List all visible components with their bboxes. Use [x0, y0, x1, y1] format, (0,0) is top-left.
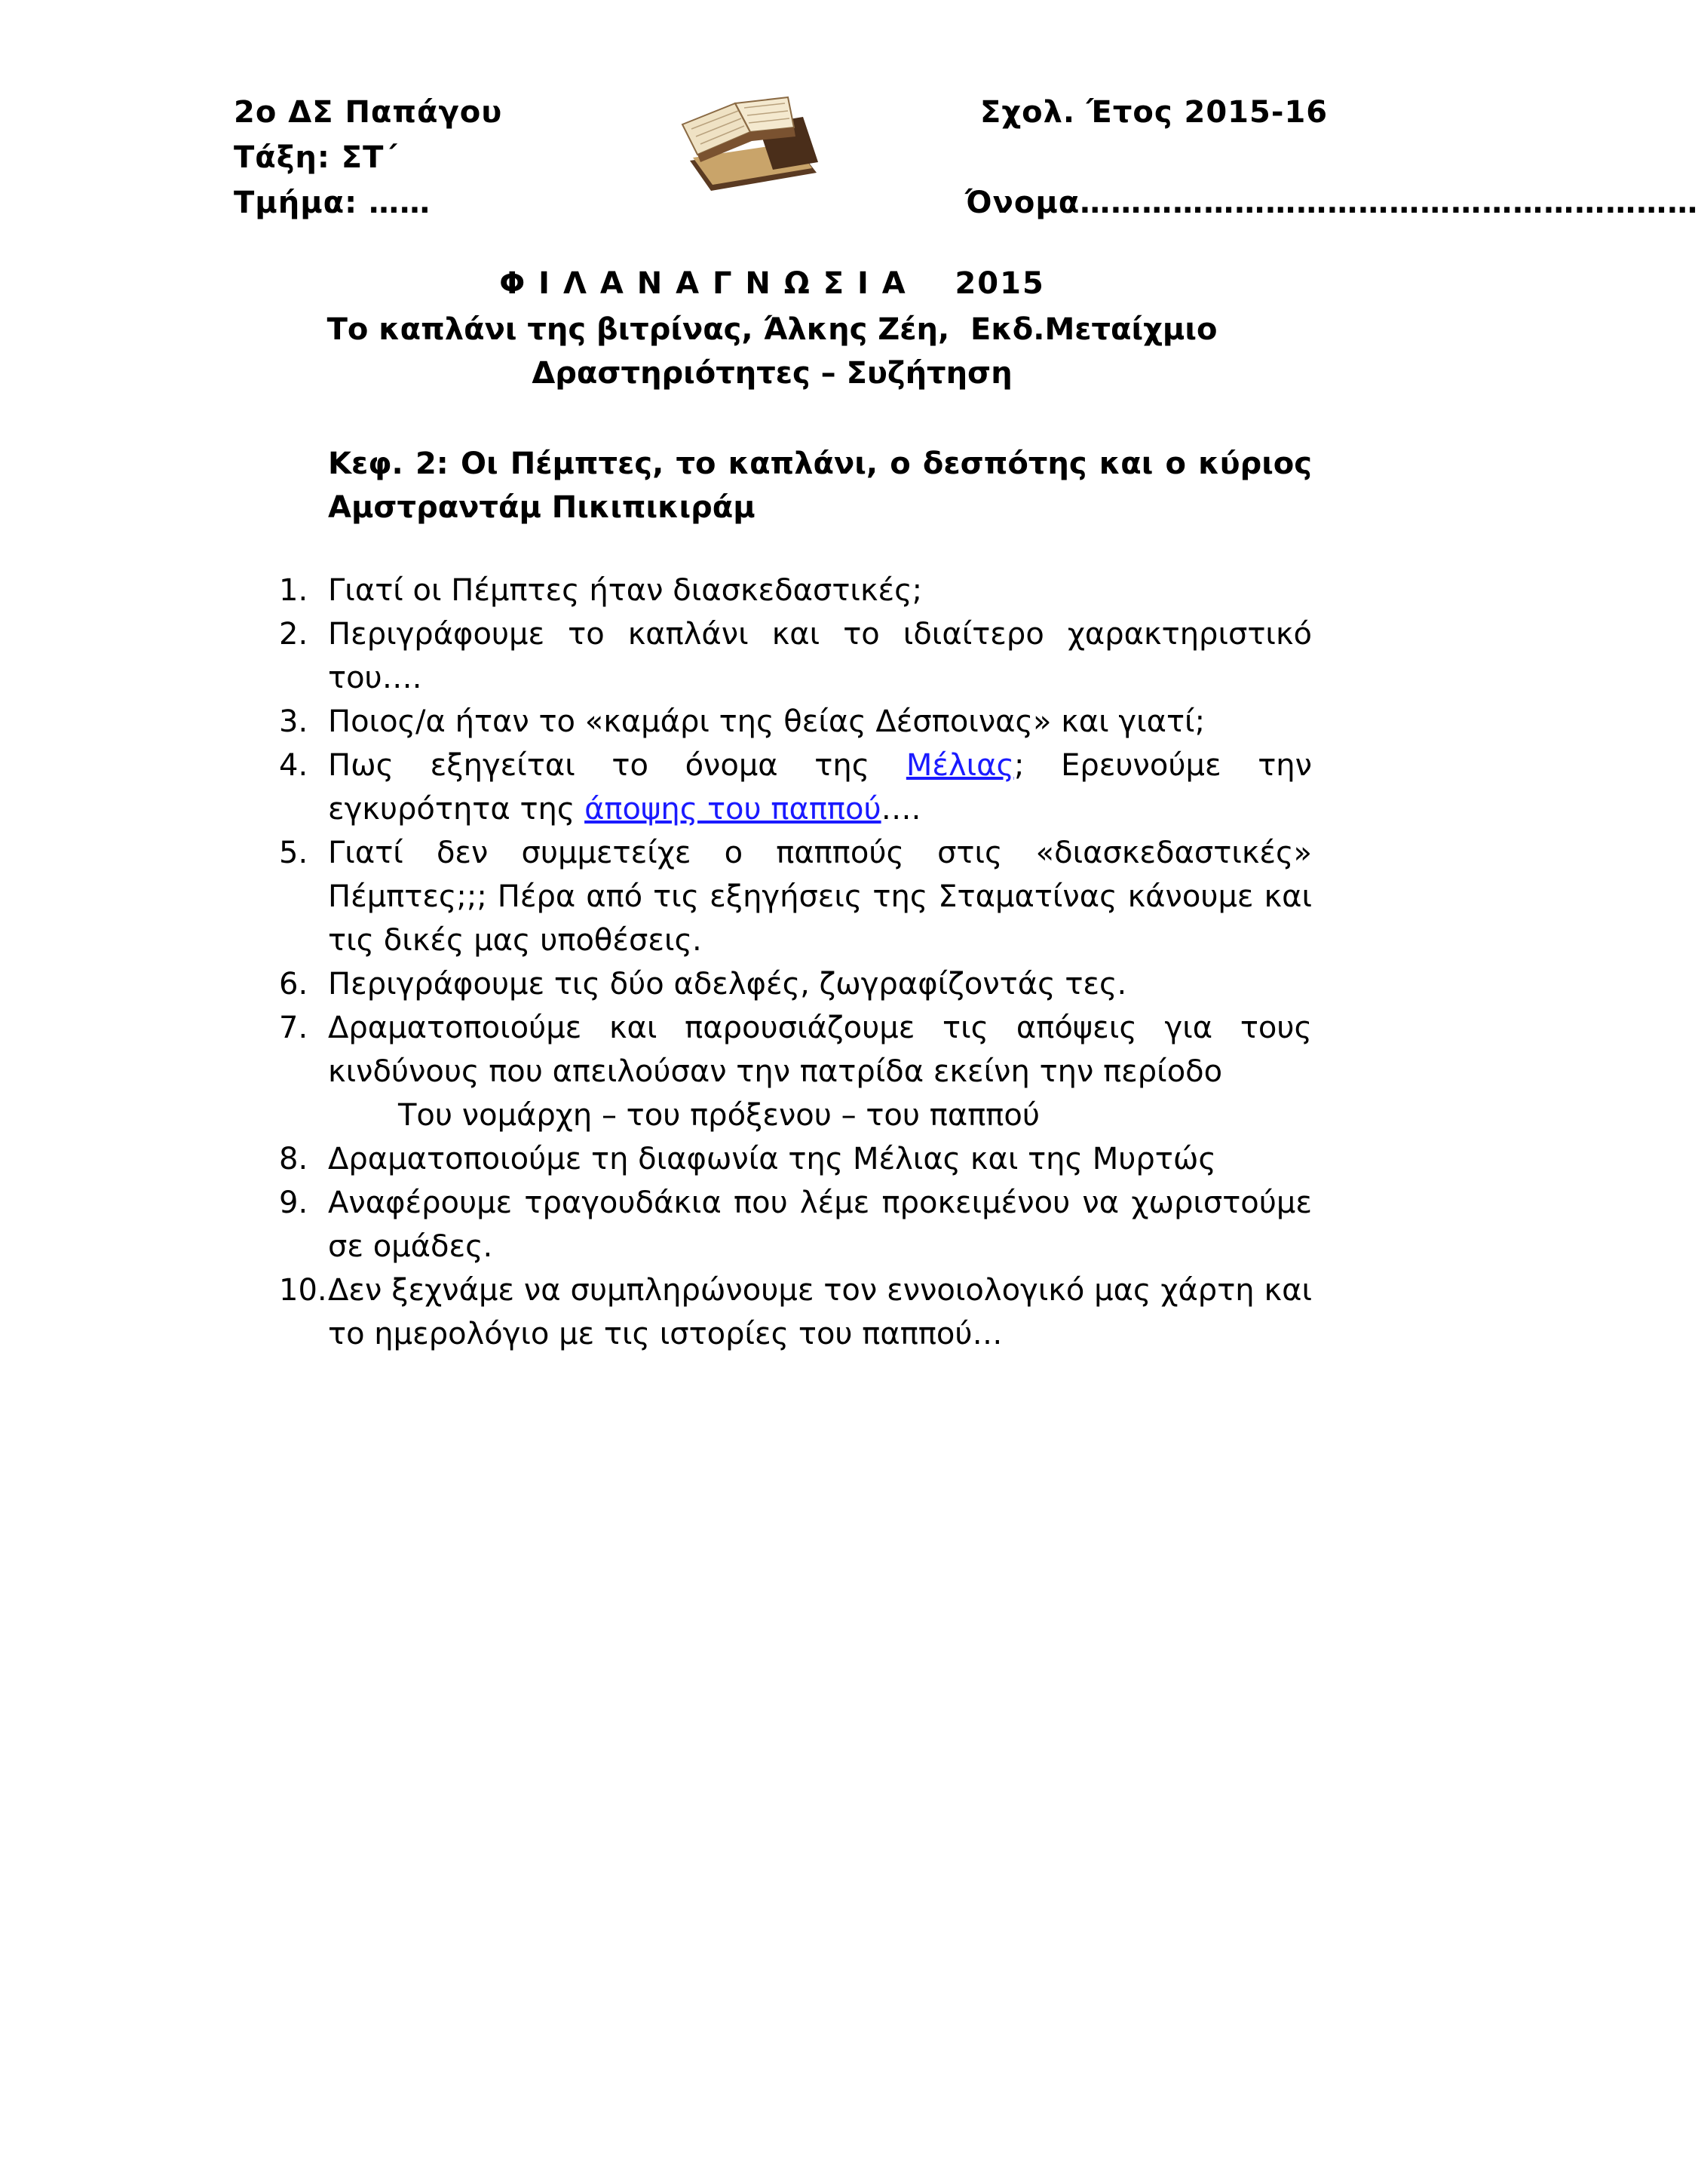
item-text: Γιατί δεν συμμετείχε ο παππούς στις «διασκεδαστικές» Πέμπτες;;; Πέρα από τις εξηγήσεις της Σταματίνας κάνουμε και τις δικές μας υποθέσεις.: [328, 836, 1312, 958]
item-text: Δραματοποιούμε τη διαφωνία της Μέλιας και της Μυρτώς: [328, 1142, 1216, 1176]
item-text-pre: Πως εξηγείται το όνομα της: [328, 748, 906, 783]
school-year: Σχολ. Έτος 2015-16: [980, 95, 1329, 130]
school-name: 2ο ΔΣ Παπάγου: [234, 95, 503, 130]
item-text: Περιγράφουμε το καπλάνι και το ιδιαίτερο χαρακτηριστικό του….: [328, 617, 1312, 695]
item-text: Δραματοποιούμε και παρουσιάζουμε τις απόψεις για τους κινδύνους που απειλούσαν την πατρίδα εκείνη την περίοδο: [328, 1011, 1312, 1089]
list-item: [279, 962, 1312, 1006]
list-item: [279, 569, 1312, 612]
student-name-field: Όνομα……………………………………………………: [965, 186, 1698, 220]
item-text: Αναφέρουμε τραγουδάκια που λέμε προκειμένου να χωριστούμε σε ομάδες.: [328, 1186, 1312, 1264]
list-item: [279, 1181, 1312, 1268]
item-number: 9.: [279, 1186, 308, 1220]
item-number: 10.: [279, 1273, 327, 1308]
item-text: Γιατί οι Πέμπτες ήταν διασκεδαστικές;: [328, 573, 923, 608]
item-text: Δεν ξεχνάμε να συμπληρώνουμε τον εννοιολογικό μας χάρτη και το ημερολόγιο με τις ιστορίες του παππού…: [328, 1273, 1312, 1351]
grandfather-view-link[interactable]: άποψης του παππού: [584, 792, 881, 827]
item-number: 1.: [279, 573, 308, 608]
list-item: [279, 1006, 1312, 1137]
chapter-heading: Κεφ. 2: Οι Πέμπτες, το καπλάνι, ο δεσπότης και ο κύριος Αμστραντάμ Πικιπικιράμ: [328, 446, 1312, 525]
item-number: 7.: [279, 1011, 308, 1045]
item-number: 3.: [279, 704, 308, 739]
item-text: Περιγράφουμε τις δύο αδελφές, ζωγραφίζοντάς τες.: [328, 967, 1127, 1002]
item-number: 2.: [279, 617, 308, 652]
melia-link[interactable]: Μέλιας: [906, 748, 1015, 783]
list-item: [279, 1268, 1312, 1356]
item-number: 5.: [279, 836, 308, 870]
department-field: Τμήμα: ……: [234, 186, 431, 220]
item-text-mid: ; Ερευνούμε την εγκυρότητα της: [328, 748, 1312, 827]
list-item: [279, 831, 1312, 962]
item-number: 4.: [279, 748, 308, 783]
book-title: Το καπλάνι της βιτρίνας, Άλκης Ζέη, Εκδ.Μεταίχμιο: [326, 312, 1218, 347]
list-item: [279, 744, 1312, 831]
list-item: [279, 612, 1312, 700]
title-filanagnosia: Φ Ι Λ Α Ν Α Γ Ν Ω Σ Ι Α 2015: [499, 266, 1045, 301]
activities-title: Δραστηριότητες – Συζήτηση: [532, 356, 1013, 391]
list-item: [279, 700, 1312, 744]
class-label: Τάξη: ΣΤ΄: [234, 140, 399, 175]
questions-list: [279, 569, 1312, 1356]
list-item: [279, 1137, 1312, 1181]
item-text: Ποιος/α ήταν το «καμάρι της θείας Δέσποινας» και γιατί;: [328, 704, 1206, 739]
item-number: 8.: [279, 1142, 308, 1176]
item-subtext: Του νομάρχη – του πρόξενου – του παππού: [398, 1098, 1040, 1133]
item-number: 6.: [279, 967, 308, 1002]
item-text-post: ….: [881, 792, 921, 827]
books-illustration: [675, 94, 826, 192]
